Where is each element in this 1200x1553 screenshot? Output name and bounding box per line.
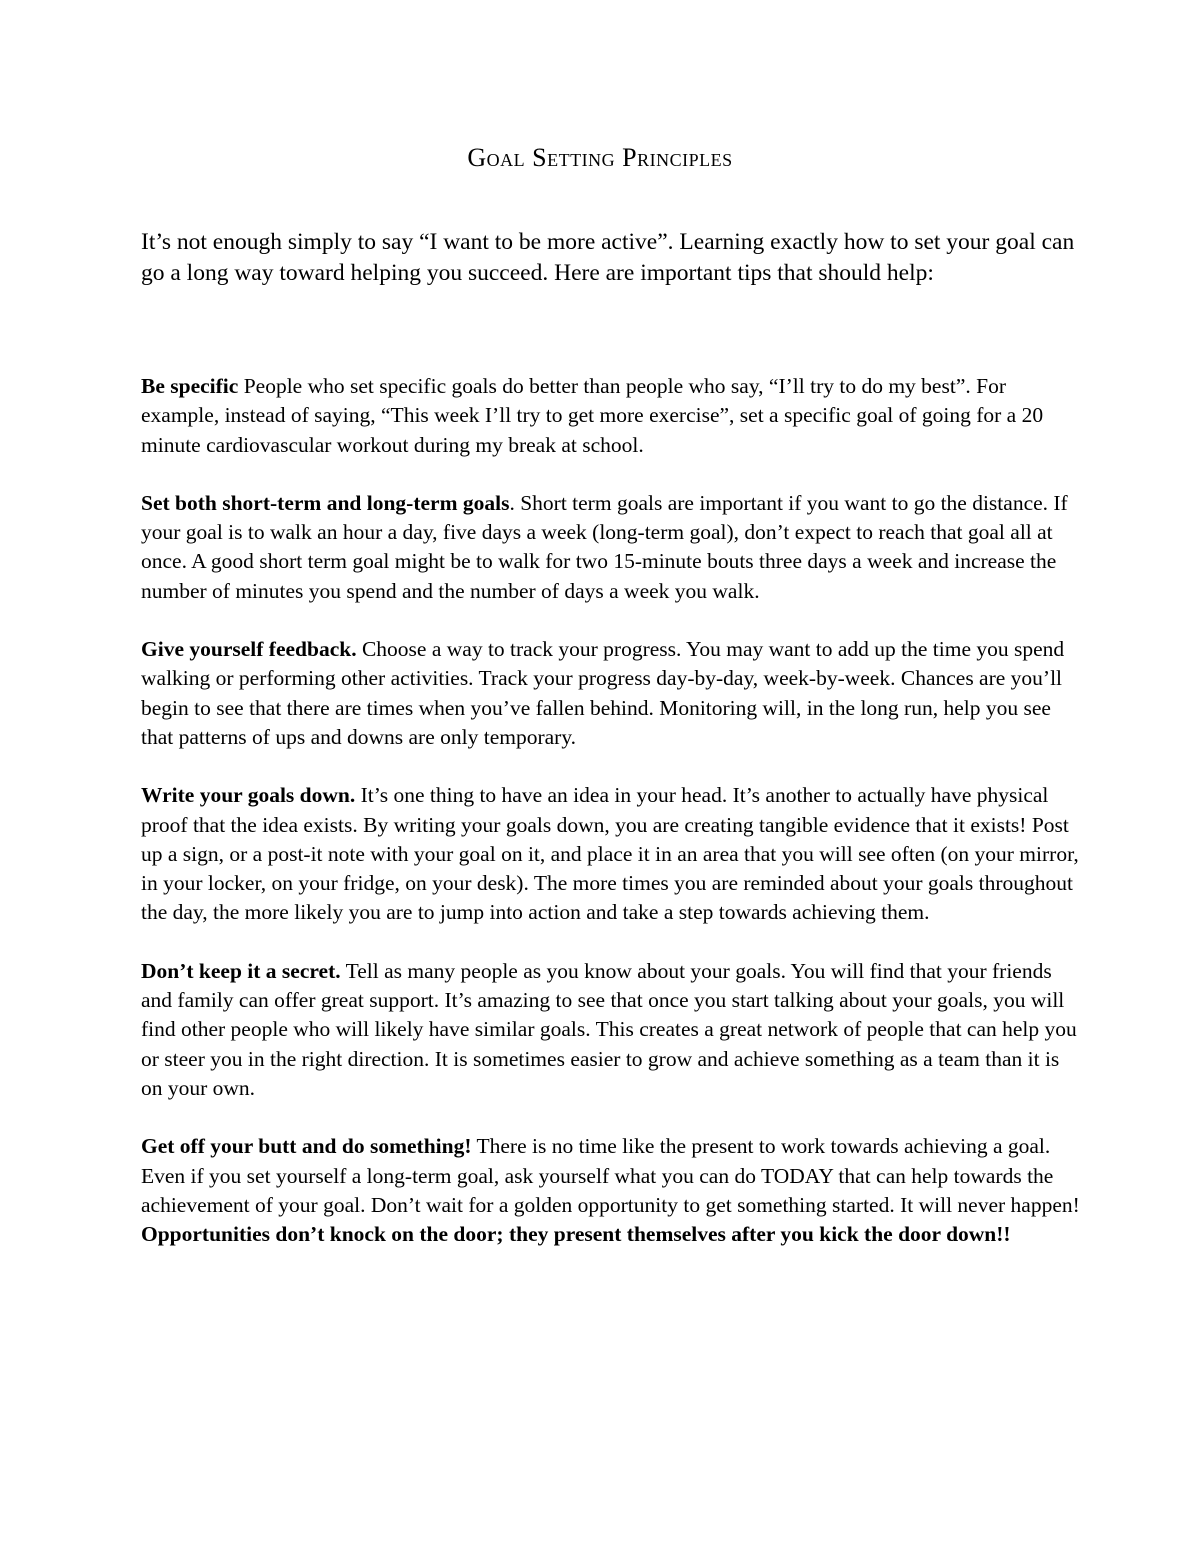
tip-write-goals-down xyxy=(141,781,1081,927)
tip-body: . Short term goals are important if you want to go the distance. If your goal is to walk an hour a day, five days a week (long-term goal), don’t expect to reach that goal all at once. A good short term goal might be to walk for two 15-minute bouts three days a week and increase the number of minutes you spend and the number of days a week you walk. xyxy=(141,490,1068,603)
tip-heading: Write your goals down. xyxy=(141,783,356,808)
tip-heading: Don’t keep it a secret. xyxy=(141,958,341,983)
tip-dont-keep-it-secret xyxy=(141,957,1081,1103)
tip-heading: Set both short-term and long-term goals xyxy=(141,490,510,515)
tip-heading: Get off your butt and do something! xyxy=(141,1134,472,1159)
tip-do-something xyxy=(141,1132,1081,1249)
intro-paragraph: It’s not enough simply to say “I want to be more active”. Learning exactly how to set your goal can go a long way toward helping you succeed. Here are important tips that should help: xyxy=(141,229,1075,286)
tip-heading: Be specific xyxy=(141,374,239,398)
tip-body: Tell as many people as you know about your goals. You will find that your friends and family can offer great support. It’s amazing to see that once you start talking about your goals, you will find other people who will likely have similar goals. This creates a great network of people that can help you or steer you in the right direction. It is sometimes easier to grow and achieve something as a team than it is on your own. xyxy=(141,958,1077,1100)
tip-body: There is no time like the present to work towards achieving a goal. Even if you set yourself a long-term goal, ask yourself what you can do TODAY that can help towards the achievement of your goal. Don’t wait for a golden opportunity to get something started. It will never happen! xyxy=(141,1134,1080,1217)
tip-closing-emphasis: Opportunities don’t knock on the door; they present themselves after you kick the door down!! xyxy=(141,1222,1011,1247)
tips-section xyxy=(141,372,1081,1278)
tip-be-specific xyxy=(141,372,1081,460)
tip-body: It’s one thing to have an idea in your head. It’s another to actually have physical proof that the idea exists. By writing your goals down, you are creating tangible evidence that it exists! Post up a sign, or a post-it note with your goal on it, and place it in an area that you will see often (on your mirror, in your locker, on your fridge, on your desk). The more times you are reminded about your goals throughout the day, the more likely you are to jump into action and take a step towards achieving them. xyxy=(141,783,1079,925)
tip-give-yourself-feedback xyxy=(141,635,1081,752)
tip-body: Choose a way to track your progress. You may want to add up the time you spend walking or performing other activities. Track your progress day-by-day, week-by-week. Chances are you’ll begin to see that there are times when you’ve fallen behind. Monitoring will, in the long run, help you see that patterns of ups and downs are only temporary. xyxy=(141,637,1065,749)
tip-short-and-long-term-goals xyxy=(141,489,1081,606)
tip-heading: Give yourself feedback. xyxy=(141,637,357,662)
document-title: Goal Setting Principles xyxy=(467,143,733,172)
tip-body: People who set specific goals do better than people who say, “I’ll try to do my best”. For example, instead of saying, “This week I’ll try to get more exercise”, set a specific goal of going for a 20 minute cardiovascular workout during my break at school. xyxy=(141,374,1044,457)
